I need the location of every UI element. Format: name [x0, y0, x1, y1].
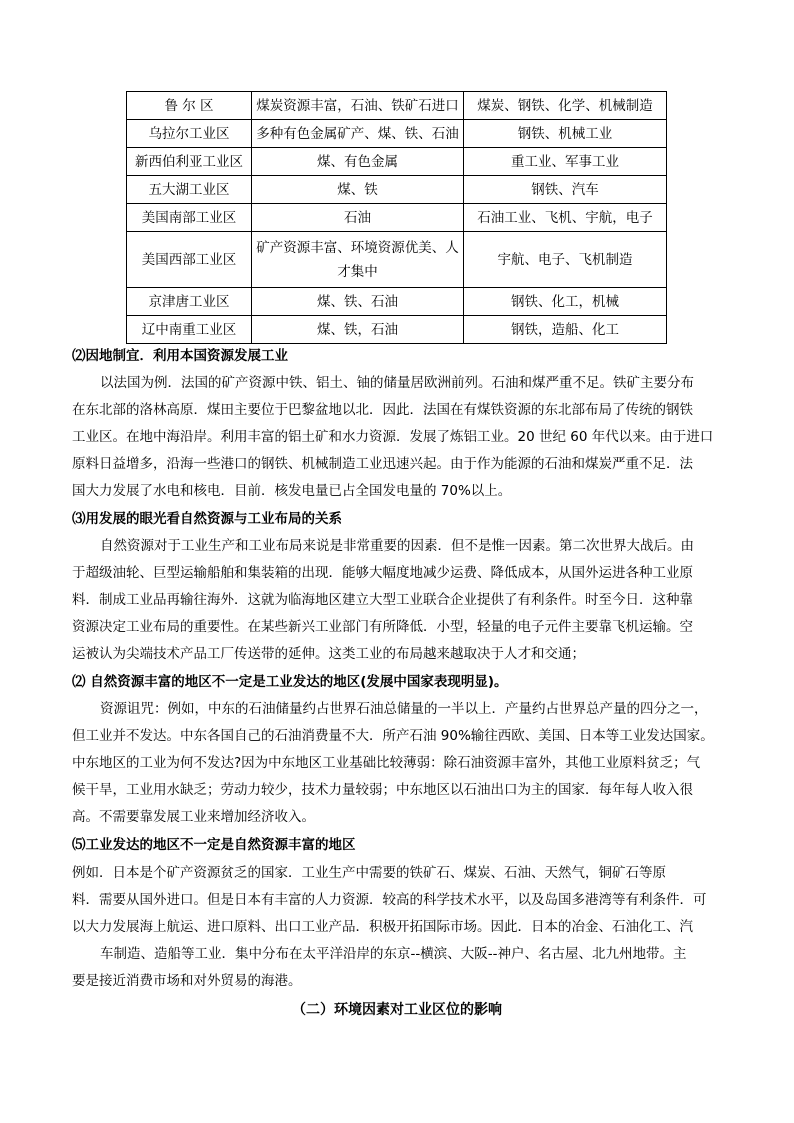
paragraph-line: 以大力发展海上航运、进口原料、出口工业产品．积极开拓国际市场。因此．日本的冶金、石油化工、汽 [72, 919, 693, 935]
paragraph-line: 车制造、造船等工业．集中分布在太平洋沿岸的东京--横滨、大阪--神户、名古屋、北九州地带。主 [100, 946, 687, 962]
paragraph-line: 料．制成工业品再输往海外．这就为临海地区建立大型工业联合企业提供了有利条件。时至今日．这种靠 [72, 592, 693, 608]
table-row [127, 148, 667, 176]
paragraph-line: 自然资源对于工业生产和工业布局来说是非常重要的因素．但不是惟一因素。第二次世界大战后。由 [100, 538, 694, 554]
table-row [127, 120, 667, 148]
paragraph-line: 例如．日本是个矿产资源贫乏的国家．工业生产中需要的铁矿石、煤炭、石油、天然气，铜矿石等原 [72, 865, 666, 881]
paragraph-line: 中东地区的工业为何不发达?因为中东地区工业基础比较薄弱：除石油资源丰富外，其他工业原料贫乏；气 [72, 755, 701, 771]
heading-2: ⑵因地制宜．利用本国资源发展工业 [72, 348, 288, 364]
industry-cell: 钢铁，造船、化工 [464, 316, 667, 344]
resource-cell: 煤、有色金属 [252, 148, 464, 176]
industry-cell: 钢铁、汽车 [464, 176, 667, 204]
industry-cell: 宇航、电子、飞机制造 [464, 232, 667, 288]
heading-3: ⑶用发展的眼光看自然资源与工业布局的关系 [72, 511, 342, 527]
paragraph-line: 在东北部的洛林高原．煤田主要位于巴黎盆地以北．因此．法国在有煤铁资源的东北部布局了传统的钢铁 [72, 402, 693, 418]
region-cell: 五大湖工业区 [127, 176, 252, 204]
region-cell: 鲁 尔 区 [127, 92, 252, 120]
industry-cell: 钢铁、化工，机械 [464, 288, 667, 316]
table-row [127, 288, 667, 316]
region-cell: 辽中南重工业区 [127, 316, 252, 344]
region-cell: 美国南部工业区 [127, 204, 252, 232]
region-cell: 新西伯利亚工业区 [127, 148, 252, 176]
resource-cell: 煤炭资源丰富，石油、铁矿石进口 [252, 92, 464, 120]
table-row [127, 92, 667, 120]
table-row [127, 316, 667, 344]
paragraph-line: 资源诅咒：例如，中东的石油储量约占世界石油总储量的一半以上．产量约占世界总产量的四分之一， [100, 701, 708, 717]
industry-cell: 重工业、军事工业 [464, 148, 667, 176]
table-row [127, 232, 667, 288]
paragraph-line: 原料日益增多，沿海一些港口的钢铁、机械制造工业迅速兴起。由于作为能源的石油和煤炭严重不足．法 [72, 456, 693, 472]
paragraph-line: 但工业并不发达。中东各国自己的石油消费量不大．所产石油 90%输往西欧、美国、日本等工业发达国家。 [72, 728, 714, 744]
heading-5: ⑸工业发达的地区不一定是自然资源丰富的地区 [72, 837, 356, 853]
resource-cell: 矿产资源丰富、环境资源优美、人才集中 [252, 232, 464, 288]
paragraph-line: 于超级油轮、巨型运输船舶和集装箱的出现．能够大幅度地减少运费、降低成本，从国外运进各种工业原 [72, 565, 693, 581]
industrial-regions-table [126, 91, 667, 344]
industry-cell: 煤炭、钢铁、化学、机械制造 [464, 92, 667, 120]
resource-cell: 石油 [252, 204, 464, 232]
resource-cell: 煤、铁 [252, 176, 464, 204]
table-row [127, 204, 667, 232]
paragraph-line: 候干旱，工业用水缺乏；劳动力较少，技术力量较弱；中东地区以石油出口为主的国家．每年每人收入很 [72, 782, 693, 798]
heading-4: ⑵ 自然资源丰富的地区不一定是工业发达的地区(发展中国家表现明显)。 [72, 674, 508, 690]
section-title: （二）环境因素对工业区位的影响 [292, 1002, 502, 1018]
paragraph-line: 资源决定工业布局的重要性。在某些新兴工业部门有所降低．小型，轻量的电子元件主要靠飞机运输。空 [72, 619, 693, 635]
paragraph-line: 工业区。在地中海沿岸。利用丰富的铝土矿和水力资源．发展了炼铝工业。20 世纪 60 年代以来。由于进口 [72, 429, 714, 445]
resource-cell: 煤、铁，石油 [252, 316, 464, 344]
paragraph-line: 运被认为尖端技术产品工厂传送带的延伸。这类工业的布局越来越取决于人才和交通； [72, 646, 585, 662]
paragraph-line: 国大力发展了水电和核电．目前．核发电量已占全国发电量的 70%以上。 [72, 483, 512, 499]
resource-cell: 多种有色金属矿产、煤、铁、石油 [252, 120, 464, 148]
region-cell: 乌拉尔工业区 [127, 120, 252, 148]
paragraph-line: 以法国为例．法国的矿产资源中铁、铝土、铀的储量居欧洲前列。石油和煤严重不足。铁矿主要分布 [100, 375, 694, 391]
industry-cell: 石油工业、飞机、宇航，电子 [464, 204, 667, 232]
resource-cell: 煤、铁、石油 [252, 288, 464, 316]
paragraph-line: 高。不需要靠发展工业来增加经济收入。 [72, 809, 315, 825]
industry-cell: 钢铁、机械工业 [464, 120, 667, 148]
paragraph-line: 要是接近消费市场和对外贸易的海港。 [72, 973, 302, 989]
paragraph-line: 料．需要从国外进口。但是日本有丰富的人力资源．较高的科学技术水平，以及岛国多港湾等有利条件．可 [72, 892, 707, 908]
region-cell: 美国西部工业区 [127, 232, 252, 288]
table-row [127, 176, 667, 204]
region-cell: 京津唐工业区 [127, 288, 252, 316]
